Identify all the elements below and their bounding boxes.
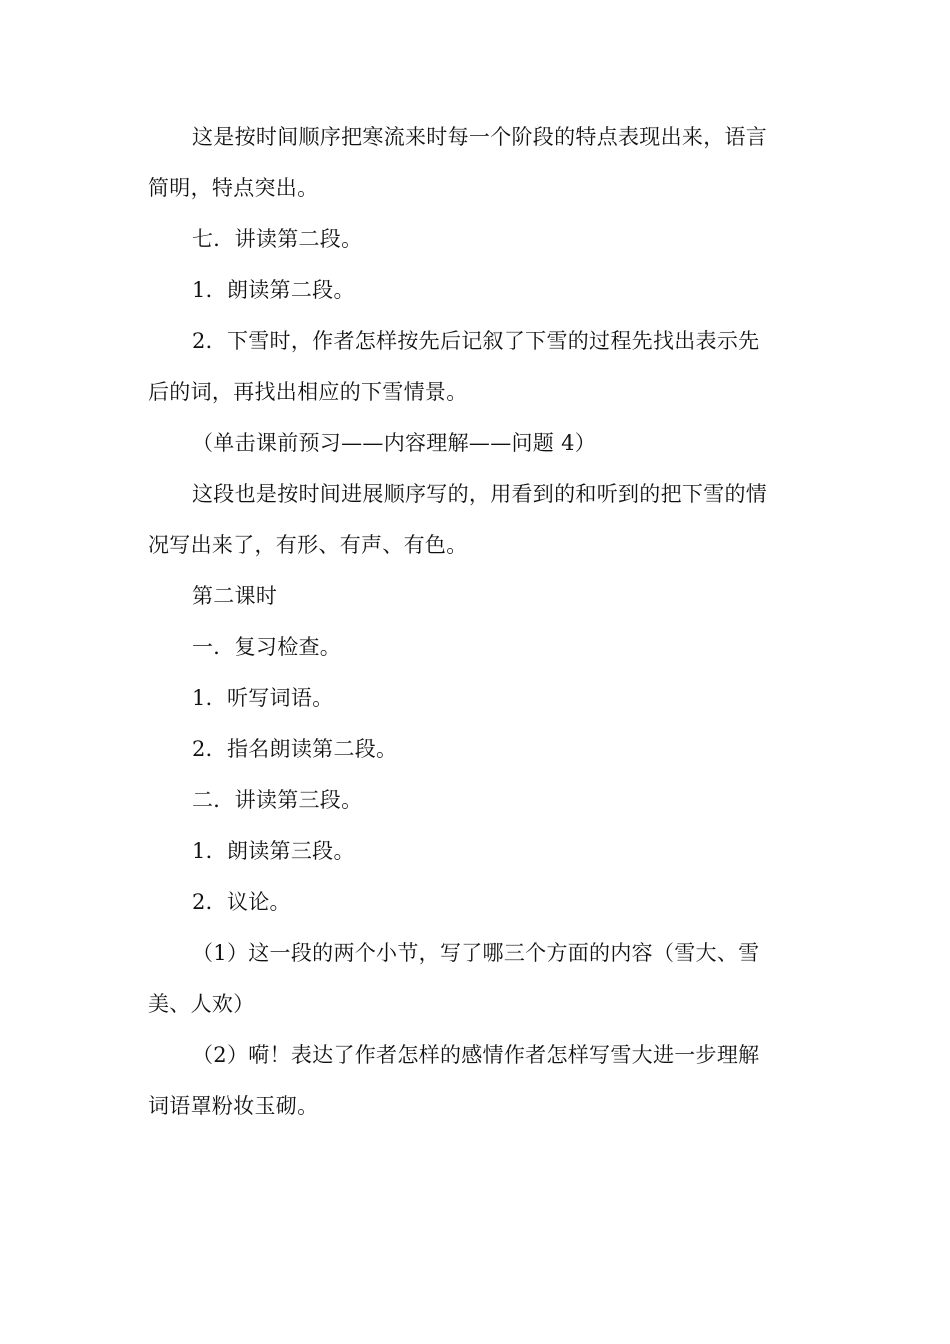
sub-item: [148, 1030, 800, 1132]
paragraph-line: 简明，特点突出。: [148, 176, 319, 200]
section-heading: [148, 622, 800, 673]
paragraph-line: 2．下雪时，作者怎样按先后记叙了下雪的过程先找出表示先: [192, 329, 760, 353]
list-item: [148, 877, 800, 928]
paragraph-line: 1．听写词语。: [192, 686, 334, 710]
list-item: [148, 673, 800, 724]
paragraph-line: （单击课前预习——内容理解——问题 4）: [192, 431, 597, 455]
paragraph-line: （2）嗬！表达了作者怎样的感情作者怎样写雪大进一步理解: [192, 1043, 760, 1067]
list-item: [148, 265, 800, 316]
paragraph-line: 第二课时: [192, 584, 278, 608]
paragraph-line: 2．议论。: [192, 890, 291, 914]
section-heading: [148, 775, 800, 826]
list-item: [148, 316, 800, 418]
sub-item: [148, 928, 800, 1030]
paragraph-line: 美、人欢）: [148, 992, 255, 1016]
paragraph-line: 况写出来了，有形、有声、有色。: [148, 533, 468, 557]
paragraph-line: 一．复习检查。: [192, 635, 342, 659]
paragraph-1: [148, 112, 800, 214]
paragraph-line: 1．朗读第二段。: [192, 278, 355, 302]
section-heading: [148, 214, 800, 265]
note: [148, 418, 800, 469]
list-item: [148, 826, 800, 877]
paragraph-line: 二．讲读第三段。: [192, 788, 363, 812]
list-item: [148, 724, 800, 775]
paragraph-line: 后的词，再找出相应的下雪情景。: [148, 380, 468, 404]
paragraph-line: 这段也是按时间进展顺序写的，用看到的和听到的把下雪的情: [192, 482, 768, 506]
paragraph-line: 1．朗读第三段。: [192, 839, 355, 863]
paragraph: [148, 469, 800, 571]
paragraph-line: 七．讲读第二段。: [192, 227, 363, 251]
paragraph-line: 这是按时间顺序把寒流来时每一个阶段的特点表现出来，语言: [192, 125, 768, 149]
paragraph-line: 2．指名朗读第二段。: [192, 737, 398, 761]
document-body: [148, 112, 800, 1132]
paragraph-line: 词语罩粉妆玉砌。: [148, 1094, 319, 1118]
lesson-heading: [148, 571, 800, 622]
paragraph-line: （1）这一段的两个小节，写了哪三个方面的内容（雪大、雪: [192, 941, 760, 965]
